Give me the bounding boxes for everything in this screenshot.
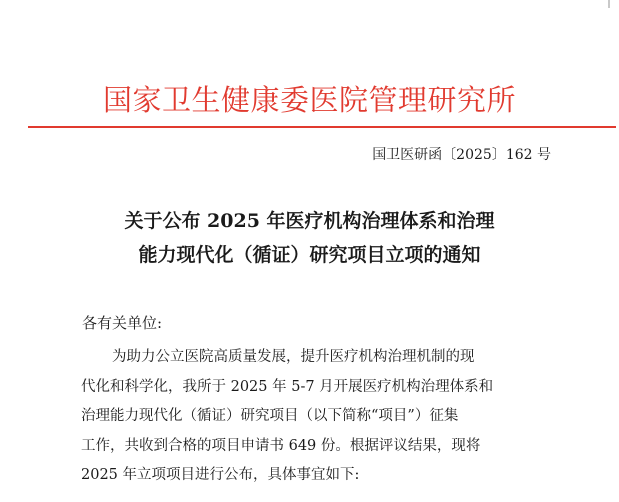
- title-line-1: 关于公布 2025 年医疗机构治理体系和治理: [124, 210, 495, 232]
- body-line: 为助力公立医院高质量发展，提升医疗机构治理机制的现: [112, 349, 475, 365]
- letterhead-red-rule: [28, 126, 616, 128]
- body-paragraph: [81, 343, 561, 491]
- page-corner-mark: [608, 0, 610, 8]
- body-line: 工作，共收到合格的项目申请书 649 份。根据评议结果，现将: [81, 437, 481, 454]
- document-title: [0, 204, 619, 272]
- title-line-2: 能力现代化（循证）研究项目立项的通知: [138, 244, 481, 266]
- body-line: 代化和科学化，我所于 2025 年 5-7 月开展医疗机构治理体系和: [81, 378, 494, 395]
- letterhead-org-name: 国家卫生健康委医院管理研究所: [102, 83, 516, 117]
- document-number: 国卫医研函〔2025〕162 号: [372, 147, 551, 163]
- salutation: 各有关单位:: [82, 314, 163, 332]
- body-line: 2025 年立项项目进行公布，具体事宜如下:: [81, 467, 360, 484]
- body-line: 治理能力现代化（循证）研究项目（以下简称“项目”）征集: [81, 408, 459, 425]
